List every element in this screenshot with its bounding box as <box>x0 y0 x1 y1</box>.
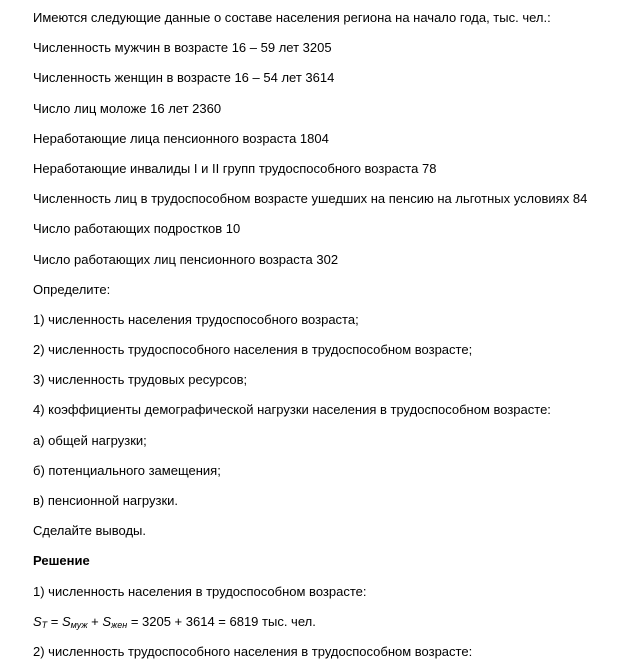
formula-line <box>33 612 623 642</box>
data-nonworking-pensioners: Неработающие лица пенсионного возраста 1804 <box>33 130 329 146</box>
formula-equals: = <box>47 613 62 629</box>
task-item-1: 1) численность населения трудоспособного возраста; <box>33 311 359 327</box>
task-conclusion: Сделайте выводы. <box>33 523 146 539</box>
data-working-pensioners: Число работающих лиц пенсионного возраста 302 <box>33 251 339 267</box>
task-subitem-c: в) пенсионной нагрузки. <box>33 493 179 508</box>
formula-symbol-s-women: S <box>102 613 112 629</box>
data-early-retirees: Численность лиц в трудоспособном возрасте ушедших на пенсию на льготных условиях 84 <box>33 191 588 207</box>
document-body <box>33 8 623 672</box>
task-item-4: 4) коэффициенты демографической нагрузки населения в трудоспособном возрасте: <box>33 402 551 418</box>
formula-sub-t: T <box>41 619 48 630</box>
intro-text: Имеются следующие данные о составе населения региона на начало года, тыс. чел.: <box>33 10 551 25</box>
task-subitem-b: б) потенциального замещения; <box>33 462 221 478</box>
formula-symbol-s-men: S <box>62 613 71 629</box>
task-item-2: 2) численность трудоспособного населения в трудоспособном возрасте; <box>33 342 473 358</box>
formula-sub-men: муж <box>70 619 88 630</box>
solution-step-2: 2) численность трудоспособного населения в трудоспособном возрасте: <box>33 643 473 659</box>
solution-step-1: 1) численность населения в трудоспособном возрасте: <box>33 583 367 599</box>
formula-result: = 3205 + 3614 = 6819 тыс. чел. <box>127 613 316 629</box>
data-women-count: Численность женщин в возрасте 16 – 54 лет 3614 <box>33 70 335 86</box>
formula-sub-women: жен <box>111 619 128 630</box>
formula-symbol-s-t: S <box>33 613 42 629</box>
task-item-3: 3) численность трудовых ресурсов; <box>33 372 248 388</box>
data-men-count: Численность мужчин в возрасте 16 – 59 лет 3205 <box>33 40 332 56</box>
solution-heading: Решение <box>33 553 90 569</box>
task-heading: Определите: <box>33 281 111 297</box>
data-under-16-count: Число лиц моложе 16 лет 2360 <box>33 100 222 116</box>
data-nonworking-disabled: Неработающие инвалиды I и II групп трудоспособного возраста 78 <box>33 160 437 176</box>
formula-plus: + <box>87 613 103 629</box>
task-subitem-a: а) общей нагрузки; <box>33 432 147 448</box>
data-working-teens: Число работающих подростков 10 <box>33 221 241 237</box>
